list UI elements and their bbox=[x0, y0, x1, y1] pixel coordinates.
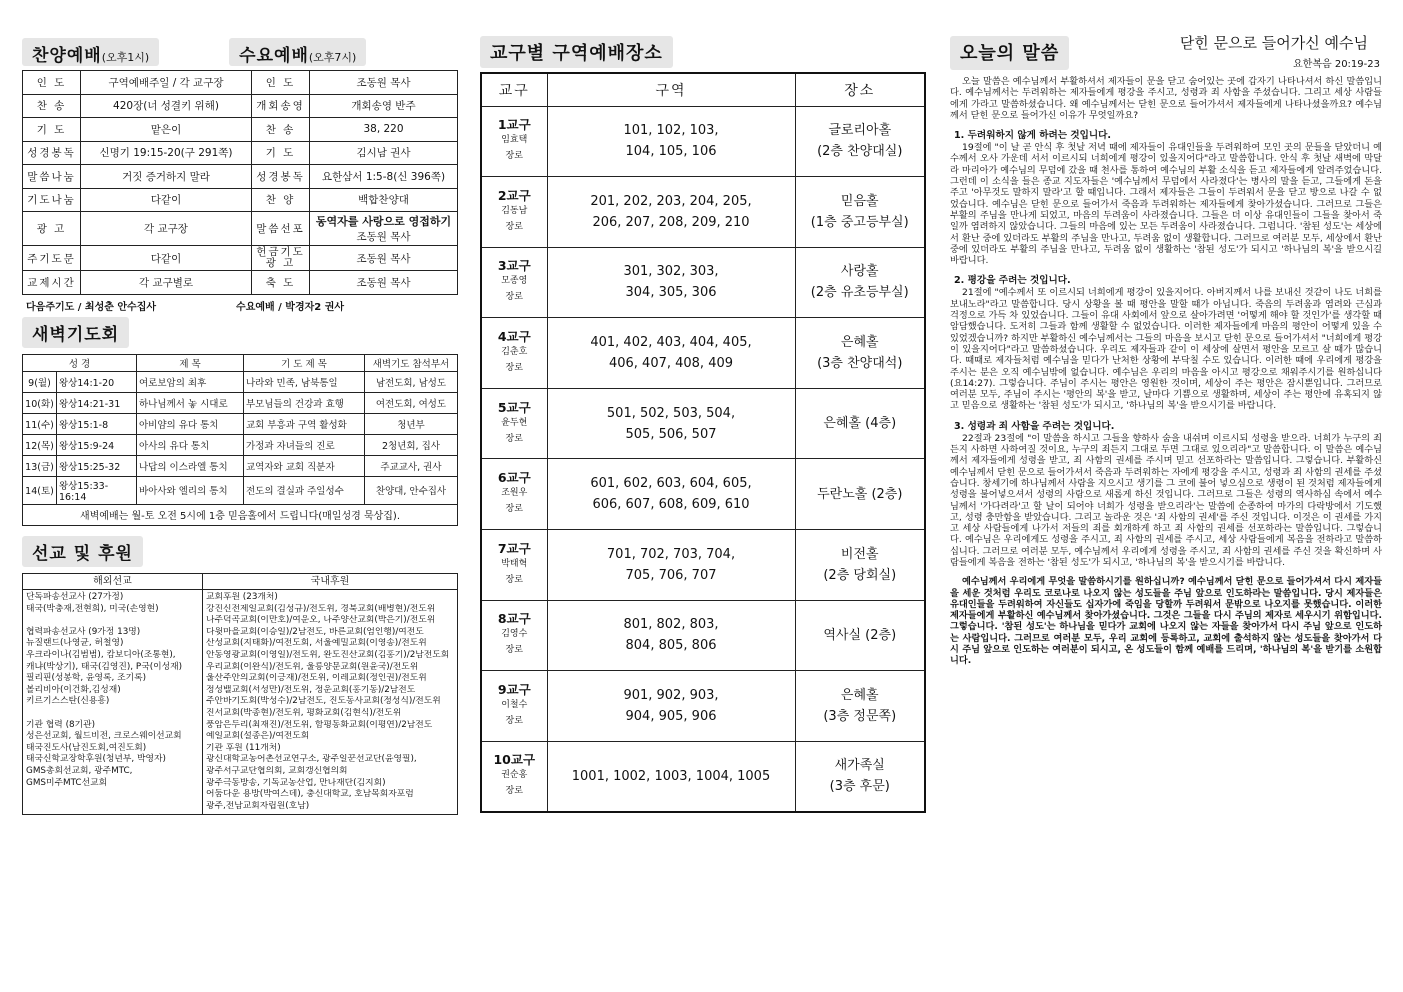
wed-label-text: 개회송영 bbox=[256, 100, 305, 113]
sermon-point2: 21절에 "예수께서 또 이르시되 너희에게 평강이 있을지어다. 아버지께서 나를 보내신 것같이 나도 너희를 보내노라"라고 말씀합니다. 당시 상황을 볼 때 평안을 말할 때가 아닙니다. 죽음의 두려움과 염려와 근심과 걱정으로 가득 차 있었습니다. 그들이 유대 사회에서 앞으로 살아가려면 '어떻게 해야 할 것인가'를 생각할 때 암담했습니다. 도저히 그들과 함께 생활할 수 없었습니다. 이러한 제자들에게 마음의 평안이 어떻게 있을 수 있었겠습니까? 하지만 부활하신 예수님께서는 그들의 마음을 보시고 닫힌 문으로 들어가셔서 "너희에게 평강이 있을지어다"라고 말씀하셨습니다. 우리도 제자들과 같이 이 세상에 살면서 평안을 모르고 살 때가 많습니다. 때때로 제자들처럼 예수님을 믿다가 난처한 상황에 부닥칠 수도 있습니다. 이러한 때에 우리에게 평강을 주시는 분은 오직 예수님밖에 없습니다. 예수님은 우리의 마음을 아시고 평강으로 채워주시기를 원하십니다(요14:27). 그렇습니다. 주님이 주시는 평안은 영원한 것이며, 세상이 주는 평안은 잠시뿐입니다. 그러므로 여러분 모두, 주님이 주시는 '평안의 복'을 받고, 날마다 기쁨으로 생활하며, 세상이 주는 평안에 유혹되지 않고 믿음으로 생활하는 '참된 성도'가 되시고, '하나님의 복'을 받으시기를 바랍니다. bbox=[950, 287, 1382, 412]
district-leader: 권순홍 bbox=[501, 770, 528, 781]
wed-label-text: 헌금기도 bbox=[256, 246, 305, 258]
sunday-label: 찬 송 bbox=[23, 94, 81, 118]
worship-row bbox=[23, 71, 458, 95]
district-place bbox=[795, 318, 925, 389]
district-areas-line2: 804, 805, 806 bbox=[625, 638, 717, 654]
district-name: 7교구 bbox=[497, 540, 531, 556]
dawn-bible: 왕상14:21-31 bbox=[57, 392, 137, 413]
domestic-item: 광주,전남교회자립원(호남) bbox=[206, 800, 310, 811]
overseas-item: GMS미주MTC선교회 bbox=[26, 777, 108, 788]
wed-label-text: 성경봉독 bbox=[256, 170, 305, 183]
district-name: 10교구 bbox=[493, 752, 536, 768]
district-place bbox=[795, 388, 925, 459]
dawn-footer: 새벽예배는 월-토 오전 5시에 1층 믿음홀에서 드립니다(매일성경 묵상집). bbox=[23, 504, 458, 525]
district-areas-line2: 505, 506, 507 bbox=[625, 426, 717, 442]
district-cell bbox=[481, 177, 547, 248]
domestic-item: 교회후원 (23개처) bbox=[206, 592, 278, 603]
domestic-item: 기관 후원 (11개처) bbox=[206, 742, 281, 753]
district-name: 4교구 bbox=[497, 329, 531, 345]
wed-label-text: 찬 송 bbox=[265, 123, 296, 136]
sermon-header bbox=[950, 36, 1382, 70]
dawn-prayer-item: 교역자와 교회 직분자 bbox=[244, 455, 365, 476]
mission-title: 선교 및 후원 bbox=[22, 536, 143, 567]
wed-label-text: 기 도 bbox=[265, 147, 296, 160]
dawn-row bbox=[23, 476, 458, 504]
domestic-item: 강진신전제일교회(김성규)/전도위, 경북교회(배병현)/전도위 bbox=[206, 603, 436, 614]
dawn-prayer-item: 나라와 민족, 남북통일 bbox=[244, 371, 365, 392]
district-cell bbox=[481, 388, 547, 459]
district-row bbox=[481, 177, 925, 248]
district-areas-line1: 101, 102, 103, bbox=[623, 123, 719, 139]
district-name: 1교구 bbox=[497, 117, 531, 133]
district-leader: 김춘호 bbox=[501, 347, 528, 358]
domestic-item: 산성교회(지태화)/여전도회, 서울예밀교회(이영송)/전도위 bbox=[206, 638, 427, 649]
sunday-label: 기 도 bbox=[23, 118, 81, 142]
sunday-worship-time: (오후1시) bbox=[101, 51, 150, 64]
dawn-topic: 여로보암의 최후 bbox=[137, 371, 244, 392]
dawn-bible: 왕상15:33-16:14 bbox=[57, 476, 137, 504]
district-areas bbox=[547, 530, 795, 601]
dawn-bible: 왕상15:9-24 bbox=[57, 434, 137, 455]
district-role: 장로 bbox=[505, 574, 523, 585]
dawn-prayer-item: 교회 부흥과 구역 활성화 bbox=[244, 413, 365, 434]
overseas-item: 필리핀(성봉학, 윤영록, 조기록) bbox=[26, 673, 147, 684]
sermon-reference: 요한복음 20:19-23 bbox=[1293, 59, 1380, 70]
district-name: 2교구 bbox=[497, 187, 531, 203]
district-role: 장로 bbox=[505, 292, 523, 303]
wed-value bbox=[310, 246, 458, 271]
district-areas bbox=[547, 318, 795, 389]
district-place-line2: (1층 중고등부실) bbox=[810, 214, 909, 230]
district-role: 장로 bbox=[505, 363, 523, 374]
overseas-item: 캐냐(박상기), 태국(김영진), P국(이성재) bbox=[26, 661, 183, 672]
district-role: 장로 bbox=[505, 645, 523, 656]
district-role: 장로 bbox=[505, 151, 523, 162]
district-areas bbox=[547, 671, 795, 742]
district-place-line1: 비전홀 bbox=[840, 546, 879, 562]
wed-label bbox=[252, 165, 310, 189]
worship-order-table bbox=[22, 70, 458, 295]
dawn-row bbox=[23, 434, 458, 455]
sunday-value: 거짓 증거하지 말라 bbox=[81, 165, 252, 189]
dawn-day: 10(화) bbox=[23, 392, 57, 413]
dawn-day: 12(목) bbox=[23, 434, 57, 455]
mission-header-domestic: 국내후원 bbox=[203, 573, 458, 590]
district-name: 3교구 bbox=[497, 258, 531, 274]
dawn-bible: 왕상15:1-8 bbox=[57, 413, 137, 434]
sunday-label: 주기도문 bbox=[23, 246, 81, 271]
district-row bbox=[481, 247, 925, 318]
overseas-mission-list bbox=[23, 590, 203, 815]
district-cell bbox=[481, 741, 547, 812]
wed-label bbox=[252, 94, 310, 118]
dawn-dept: 2청년회, 집사 bbox=[364, 434, 457, 455]
wed-label bbox=[252, 212, 310, 246]
district-row bbox=[481, 318, 925, 389]
dawn-day: 9(월) bbox=[23, 371, 57, 392]
wed-label-text: 찬 양 bbox=[265, 194, 296, 207]
district-name: 6교구 bbox=[497, 470, 531, 486]
dawn-dept: 주교교사, 권사 bbox=[364, 455, 457, 476]
district-table bbox=[480, 72, 926, 813]
sunday-worship-title-text: 찬양예배 bbox=[32, 46, 102, 66]
overseas-item: GMS총회선교회, 광주MTC, bbox=[26, 766, 133, 776]
dawn-topic: 아사의 유다 통치 bbox=[137, 434, 244, 455]
district-place-line2: (3층 정문쪽) bbox=[823, 709, 897, 725]
dawn-day: 14(토) bbox=[23, 476, 57, 504]
district-areas-line1: 901, 902, 903, bbox=[623, 688, 719, 704]
district-name: 5교구 bbox=[497, 399, 531, 415]
wed-label bbox=[252, 141, 310, 165]
district-place-line2: (2층 당회실) bbox=[823, 567, 897, 583]
district-place bbox=[795, 671, 925, 742]
right-column bbox=[950, 0, 1382, 673]
overseas-item: 태국(박충재,전현희), 미국(손영현) bbox=[26, 603, 159, 614]
district-areas bbox=[547, 600, 795, 671]
district-row bbox=[481, 671, 925, 742]
dawn-bible: 왕상15:25-32 bbox=[57, 455, 137, 476]
district-areas-line2: 104, 105, 106 bbox=[625, 144, 717, 160]
wed-label bbox=[252, 118, 310, 142]
wed-value-text: 동역자를 사랑으로 영접하기 bbox=[315, 215, 452, 228]
district-areas bbox=[547, 388, 795, 459]
worship-row bbox=[23, 271, 458, 295]
district-place-line1: 두란노홀 (2층) bbox=[817, 486, 903, 502]
sermon-intro: 오늘 말씀은 예수님께서 부활하셔서 제자들이 문을 닫고 숨어있는 곳에 갑자기 나타나셔서 하신 말씀입니다. 예수님께서는 두려워하는 제자들에게 평강을 주시고, 성령과 죄 사함을 주셨습니다. 그리고 세상 사람들에게 가라고 말씀하셨습니다. 왜 예수님께서는 닫힌 문으로 들어가셔서 제자들에게 나타나셨을까요? 예수님께서 닫힌 문으로 들어가신 이유가 무엇일까요? bbox=[950, 76, 1382, 121]
district-role: 장로 bbox=[505, 504, 523, 515]
sunday-value: 다같이 bbox=[81, 246, 252, 271]
wed-value-text: 38, 220 bbox=[363, 123, 404, 136]
dawn-dept: 남전도회, 남성도 bbox=[364, 371, 457, 392]
sunday-value: 다같이 bbox=[81, 188, 252, 212]
dawn-dept: 청년부 bbox=[364, 413, 457, 434]
sermon-point1: 19절에 "이 날 곧 안식 후 첫날 저녁 때에 제자들이 유대인들을 두려워하여 모인 곳의 문들을 닫았더니 예수께서 오사 가운데 서서 이르시되 너희에게 평강이 있을지어다"라고 말씀합니다. 안식 후 첫날 새벽에 막달라 마리아가 예수님의 무덤에 갔을 때 천사를 통하여 예수님의 부활 소식을 듣고 제자들에게 알려주었습니다. 그런데 이 소식을 들은 종교 지도자들은 '예수님께서 무덤에서 사라졌다'는 병사의 말을 듣고, 그들에게 돈을 주고 '아무것도 말하지 말라'고 할 때입니다. 그래서 제자들은 그들이 두려워서 문을 닫고 방으로 나갈 수 없었습니다. 예수님은 닫힌 문으로 들어가서 죽음과 두려워하는 제자들에게 찾아가셨습니다. 그러므로 그들은 부활의 주님을 만나게 되었고, 마음의 두려움이 사라졌습니다. 그들은 더 이상 유대인들이 그들을 찾아서 죽일까 염려하지 않았습니다. 그들의 마음에 있는 모든 두려움이 사라졌습니다. 그럼니다. '참된 성도'는 세상에서 환난 중에 있더라도 부활의 주님을 만나고, 두려움 없이 생활합니다. 그러므로 여러분 모두, 세상에서 환난 중에 있더라도 부활의 주님을 만나고, 두려움 없이 생활하는 '참된 성도'가 되시고 '하나님의 복'을 받으시길 바랍니다. bbox=[950, 142, 1382, 267]
district-name: 9교구 bbox=[497, 682, 531, 698]
dawn-prayer-title: 새벽기도회 bbox=[22, 317, 129, 348]
dawn-topic: 하나님께서 놓 시대로 bbox=[137, 392, 244, 413]
worship-row bbox=[23, 118, 458, 142]
overseas-item: 키르기스스탄(신용흥) bbox=[26, 696, 110, 707]
middle-column bbox=[480, 0, 926, 813]
wed-worship-title-text: 수요예배 bbox=[239, 46, 309, 66]
wed-value-text: 조동원 목사 bbox=[356, 252, 411, 265]
district-row bbox=[481, 388, 925, 459]
next-week-notes bbox=[22, 298, 458, 313]
district-place bbox=[795, 247, 925, 318]
worship-headers bbox=[22, 38, 458, 66]
district-areas-line1: 801, 802, 803, bbox=[623, 617, 719, 633]
district-areas-line1: 201, 202, 203, 204, 205, bbox=[590, 193, 752, 209]
dawn-day: 13(금) bbox=[23, 455, 57, 476]
dawn-header-bible: 성 경 bbox=[23, 354, 137, 371]
district-place-line1: 은혜홀 (4층) bbox=[823, 416, 897, 432]
sunday-value: 각 교구별로 bbox=[81, 271, 252, 295]
district-areas-line1: 301, 302, 303, bbox=[623, 264, 719, 280]
district-header-areas: 구역 bbox=[547, 73, 795, 106]
wed-value-text: 백합찬양대 bbox=[358, 194, 409, 207]
domestic-item: 다윗마을교회(이승일)/2남전도, 바른교회(엄인행)/여전도 bbox=[206, 626, 424, 637]
wed-value-text: 조동원 목사 bbox=[356, 276, 411, 289]
sunday-label: 성경봉독 bbox=[23, 141, 81, 165]
sunday-value: 420장(너 성결키 위해) bbox=[81, 94, 252, 118]
sermon-point2-title: 2. 평강을 주려는 것입니다. bbox=[954, 275, 1071, 287]
dawn-header-topic: 제 목 bbox=[137, 354, 244, 371]
domestic-item: 풍암은두리(최재진)/전도위, 함평동화교회(이평연)/2남전도 bbox=[206, 719, 433, 730]
district-leader: 조원우 bbox=[501, 488, 528, 499]
sunday-label: 인 도 bbox=[23, 71, 81, 95]
left-column bbox=[22, 0, 458, 815]
overseas-item: 태국진도사(남진도회,여진도회) bbox=[26, 742, 147, 753]
sunday-label: 교제시간 bbox=[23, 271, 81, 295]
district-areas bbox=[547, 247, 795, 318]
district-place-line1: 은혜홀 bbox=[840, 335, 879, 351]
sermon-conclusion: 예수님께서 우리에게 무엇을 말씀하시기를 원하십니까? 예수님께서 닫힌 문으로 들어가셔서 다시 제자들을 세운 것처럼 우리도 코로나로 나오지 않는 성도들을 주님 앞으로 인도하라는 말씀입니다. 당시 제자들은 유대인들을 두려워하여 자신들도 십자가에 죽임을 당할까 두려워서 문밖으로 나오지를 못했습니다. 이러한 제자들에게 부활하신 예수님께서 찾아가셨습니다. 그것은 그들을 다시 주님의 제자로 세우시기 위함입니다. 그렇습니다. '참된 성도'는 하나님을 믿다가 교회에 나오지 않는 자들을 찾아가서 다시 주님 앞으로 인도하는 사람입니다. 그러므로 여러분 모두, 우리 교회에 등록하고, 교회에 출석하지 않는 성도들을 찾아가서 다시 주님 앞으로 인도하는 여러분이 되시고, 온 성도들이 함께 예배를 드리며, '하나님의 복'을 받기를 소원합니다. bbox=[950, 576, 1382, 667]
district-cell bbox=[481, 459, 547, 530]
wed-value-text: 개회송영 반주 bbox=[351, 100, 416, 113]
domestic-item: 진서교회(박종현)/전도위, 평화교회(김현식)/전도위 bbox=[206, 708, 402, 719]
dawn-prayer-item: 전도의 결실과 주일성수 bbox=[244, 476, 365, 504]
district-place-line2: (2층 유초등부실) bbox=[810, 285, 909, 301]
overseas-item: 태국신학교장학후원(청년부, 박영자) bbox=[26, 754, 166, 765]
district-place-line2: (2층 찬양대실) bbox=[817, 144, 903, 160]
domestic-item: 우리교회(이완식)/전도위, 울릉양문교회(원윤국)/전도위 bbox=[206, 661, 419, 672]
district-place-line1: 은혜홀 bbox=[840, 688, 879, 704]
wed-label-text: 말씀선포 bbox=[256, 223, 305, 235]
district-areas-line1: 501, 502, 503, 504, bbox=[606, 405, 736, 421]
mission-table bbox=[22, 573, 458, 816]
dawn-topic: 나답의 이스라엘 통치 bbox=[137, 455, 244, 476]
district-leader: 임효택 bbox=[501, 135, 528, 146]
sermon-title-block bbox=[1069, 32, 1382, 70]
wed-value bbox=[310, 271, 458, 295]
sermon-point3-title: 3. 성령과 죄 사함을 주려는 것입니다. bbox=[954, 420, 1115, 432]
district-role: 장로 bbox=[505, 716, 523, 727]
domestic-item: 어둠다운 용방(박여스데), 충신대학교, 호남목회자포럼 bbox=[206, 789, 414, 800]
district-place bbox=[795, 530, 925, 601]
wed-worship-title bbox=[229, 38, 366, 66]
wed-value bbox=[310, 141, 458, 165]
wed-value bbox=[310, 94, 458, 118]
mission-header-overseas: 해외선교 bbox=[23, 573, 203, 590]
district-place bbox=[795, 177, 925, 248]
district-name: 8교구 bbox=[497, 611, 531, 627]
overseas-item: 볼리비아(이건화,김성재) bbox=[26, 684, 121, 695]
district-cell bbox=[481, 530, 547, 601]
district-place bbox=[795, 459, 925, 530]
district-cell bbox=[481, 671, 547, 742]
domestic-item: 광신대학교농어촌선교연구소, 광주일꾼선교단(윤영필), bbox=[206, 754, 417, 765]
wed-value-text: 김시남 권사 bbox=[356, 147, 411, 160]
wed-value-text: 요한삼서 1:5-8(신 396쪽) bbox=[321, 170, 446, 183]
district-place bbox=[795, 106, 925, 177]
district-row bbox=[481, 530, 925, 601]
dawn-dept: 찬양대, 안수집사 bbox=[364, 476, 457, 504]
district-areas-line1: 601, 602, 603, 604, 605, bbox=[590, 476, 752, 492]
domestic-item: 정성밸교회(서성만)/전도위, 정운교회(홍기동)/2남전도 bbox=[206, 684, 416, 695]
sermon-point3: 22절과 23절에 "이 말씀을 하시고 그들을 향하사 숨을 내쉬며 이르시되 성령을 받으라. 너희가 누구의 죄든지 사하면 사하여질 것이요, 누구의 죄든지 그대로 두면 그대로 있으리라"고 말씀합니다. 이 말씀은 예수님께서 제자들에게 성령을 받고, 죄 사함의 권세를 주시며 믿고 선포하라는 말씀입니다. 그렇습니다. 부활하신 예수님께서 닫힌 문으로 들어가셔서 죽음과 두려워하는 자에게 평강을 주시고, 성령과 죄 사함의 권세를 주셨습니다. 창세기에 하나님께서 사람을 지으시고 생기를 그 코에 불어 넣으심으로 생령이 된 것처럼 제자들에게 성령을 불어넣으셔서 성령의 사람으로 새롭게 하신 것입니다. 그러므로 그들은 성령의 역사하심 속에서 예수님께서 '가다려라'고 할 날이 되어야 너희가 성령을 받으리라'는 말씀에 순종하여 마가의 다락방에서 기도했고, 성령 충만함을 받았습니다. 그리고 놀라운 것은 '죄 사함의 권세'를 주신 것입니다. 이것은 이 권세를 가지고 세상 사람들에게 나가서 저들의 죄를 회개하게 하고 죄 사함의 권세를 선포하라는 말씀입니다. 그렇습니다. 예수님은 우리에게도 성령을 주시고, 죄 사함의 권세를 주시고, 세상 사람들에게 복음을 전하라고 말씀하십니다. 그러므로 여러분 모두, 예수님께서 우리에게 성령을 주시고, 죄 사함의 권세를 주신 것을 확신하며 사람들에게 복음을 전하는 '참된 성도'가 되시고, '하나님의 복'을 받으시기를 바랍니다. bbox=[950, 432, 1382, 568]
overseas-item: 단독파송선교사 (27가정) bbox=[26, 592, 124, 603]
worship-row bbox=[23, 188, 458, 212]
wed-value bbox=[310, 71, 458, 95]
sunday-value: 각 교구장 bbox=[81, 212, 252, 246]
district-place-line1: 글로리아홀 bbox=[828, 123, 892, 139]
district-areas-line2: 606, 607, 608, 609, 610 bbox=[592, 497, 750, 513]
dawn-day: 11(수) bbox=[23, 413, 57, 434]
district-row bbox=[481, 741, 925, 812]
dawn-header-dept: 새벽기도 참석부서 bbox=[364, 354, 457, 371]
wed-value bbox=[310, 212, 458, 246]
district-areas-line2: 406, 407, 408, 409 bbox=[608, 356, 734, 372]
overseas-item bbox=[26, 615, 199, 627]
dawn-row bbox=[23, 371, 458, 392]
sermon-point1-title: 1. 두려워하지 않게 하려는 것입니다. bbox=[954, 130, 1112, 142]
worship-row bbox=[23, 141, 458, 165]
worship-row bbox=[23, 94, 458, 118]
sunday-label: 말씀나눔 bbox=[23, 165, 81, 189]
district-row bbox=[481, 106, 925, 177]
sunday-value: 신명기 19:15-20(구 291쪽) bbox=[81, 141, 252, 165]
dawn-header-prayer: 기 도 제 목 bbox=[244, 354, 365, 371]
district-cell bbox=[481, 247, 547, 318]
wed-label bbox=[252, 271, 310, 295]
district-row bbox=[481, 600, 925, 671]
wed-value-text: 조동원 목사 bbox=[356, 76, 411, 89]
wed-label bbox=[252, 188, 310, 212]
district-place-line1: 역사실 (2층) bbox=[823, 627, 897, 643]
next-prayer-note: 다음주기도 / 최성춘 안수집사 bbox=[26, 301, 157, 313]
district-leader: 김동남 bbox=[501, 205, 528, 216]
overseas-item bbox=[26, 708, 199, 720]
sermon-title: 닫힌 문으로 들어가신 예수님 bbox=[1179, 34, 1368, 52]
dawn-topic: 아비얌의 유다 통치 bbox=[137, 413, 244, 434]
district-areas-line1: 701, 702, 703, 704, bbox=[606, 546, 736, 562]
sermon-body bbox=[950, 76, 1382, 667]
district-place-line1: 새가족실 bbox=[834, 758, 885, 774]
sunday-worship-title bbox=[22, 38, 159, 66]
wed-label-text-2: 광 고 bbox=[265, 257, 296, 269]
district-areas-line1: 1001, 1002, 1003, 1004, 1005 bbox=[571, 768, 771, 784]
district-areas-line2: 904, 905, 906 bbox=[625, 709, 717, 725]
district-title: 교구별 구역예배장소 bbox=[480, 36, 673, 68]
district-place bbox=[795, 600, 925, 671]
domestic-item: 주안바기도회(박성수)/2남전도, 진도동사교회(정성식)/전도위 bbox=[206, 696, 441, 707]
dawn-prayer-table bbox=[22, 354, 458, 526]
wed-label-text: 인 도 bbox=[265, 76, 296, 89]
wed-value bbox=[310, 118, 458, 142]
district-areas-line2: 206, 207, 208, 209, 210 bbox=[592, 214, 750, 230]
district-cell bbox=[481, 106, 547, 177]
district-place bbox=[795, 741, 925, 812]
wed-label bbox=[252, 71, 310, 95]
wed-value-text-2: 조동원 목사 bbox=[356, 231, 411, 243]
sunday-label: 광 고 bbox=[23, 212, 81, 246]
overseas-item: 뉴질랜드(나영균, 허철영) bbox=[26, 638, 124, 649]
sunday-value: 맡은이 bbox=[81, 118, 252, 142]
wed-value bbox=[310, 165, 458, 189]
domestic-item: 안동영광교회(이영일)/전도위, 완도진산교회(김홍기)/2남전도회 bbox=[206, 650, 450, 661]
overseas-item: 협력파송선교사 (9가정 13명) bbox=[26, 626, 141, 637]
wed-value bbox=[310, 188, 458, 212]
domestic-item: 예일교회(설종은)/여전도회 bbox=[206, 731, 310, 742]
district-cell bbox=[481, 318, 547, 389]
dawn-topic: 바아사와 엘리의 통치 bbox=[137, 476, 244, 504]
district-leader: 박태혁 bbox=[501, 558, 528, 569]
district-leader: 모종영 bbox=[501, 276, 528, 287]
district-place-line1: 사랑홀 bbox=[840, 264, 879, 280]
sunday-label: 기도나눔 bbox=[23, 188, 81, 212]
overseas-item: 기관 협력 (8기관) bbox=[26, 719, 96, 730]
dawn-bible: 왕상14:1-20 bbox=[57, 371, 137, 392]
district-place-line1: 믿음홀 bbox=[840, 193, 879, 209]
overseas-item: 성은선교회, 월드비전, 크로스웨이선교회 bbox=[26, 731, 182, 742]
district-role: 장로 bbox=[505, 433, 523, 444]
dawn-row bbox=[23, 392, 458, 413]
wed-label-text: 축 도 bbox=[265, 276, 296, 289]
district-areas bbox=[547, 741, 795, 812]
district-cell bbox=[481, 600, 547, 671]
domestic-item: 광주서구교단협의회, 교회갱신협의회 bbox=[206, 766, 348, 776]
district-leader: 김영수 bbox=[501, 629, 528, 640]
district-leader: 윤두현 bbox=[501, 417, 528, 428]
district-areas bbox=[547, 106, 795, 177]
dawn-prayer-item: 부모님들의 건강과 효행 bbox=[244, 392, 365, 413]
district-place-line2: (3층 후문) bbox=[829, 779, 890, 795]
district-areas bbox=[547, 177, 795, 248]
district-header-district: 교구 bbox=[481, 73, 547, 106]
dawn-dept: 여전도회, 여성도 bbox=[364, 392, 457, 413]
district-role: 장로 bbox=[505, 221, 523, 232]
worship-row bbox=[23, 212, 458, 246]
district-leader: 이철수 bbox=[501, 700, 528, 711]
district-place-line2: (3층 찬양대석) bbox=[817, 356, 903, 372]
district-areas bbox=[547, 459, 795, 530]
dawn-row bbox=[23, 455, 458, 476]
dawn-prayer-item: 가정과 자녀들의 진로 bbox=[244, 434, 365, 455]
dawn-row bbox=[23, 413, 458, 434]
district-row bbox=[481, 459, 925, 530]
sunday-value: 구역예배주일 / 각 교구장 bbox=[81, 71, 252, 95]
wed-worship-time: (오후7시) bbox=[308, 51, 357, 64]
district-areas-line2: 304, 305, 306 bbox=[625, 285, 717, 301]
worship-row bbox=[23, 165, 458, 189]
sermon-section-title: 오늘의 말씀 bbox=[950, 36, 1069, 70]
overseas-item: 우크라이나(김범범), 캄보디아(조통현), bbox=[26, 650, 176, 661]
wed-prayer-note: 수요예배 / 박경자2 권사 bbox=[236, 301, 345, 313]
wed-label bbox=[252, 246, 310, 271]
district-header-place: 장소 bbox=[795, 73, 925, 106]
domestic-item: 나주덕곡교회(이만호)/여운오, 나주양산교회(박은기)/전도위 bbox=[206, 615, 436, 626]
domestic-item: 광주극동방송, 기독교농산업, 만나재단(김지회) bbox=[206, 777, 386, 788]
domestic-item: 울산주안의교회(이긍재)/전도위, 이레교회(정인권)/전도위 bbox=[206, 673, 427, 684]
district-areas-line2: 705, 706, 707 bbox=[625, 567, 717, 583]
district-role: 장로 bbox=[505, 786, 523, 797]
district-areas-line1: 401, 402, 403, 404, 405, bbox=[590, 335, 752, 351]
worship-row bbox=[23, 246, 458, 271]
domestic-support-list bbox=[203, 590, 458, 815]
